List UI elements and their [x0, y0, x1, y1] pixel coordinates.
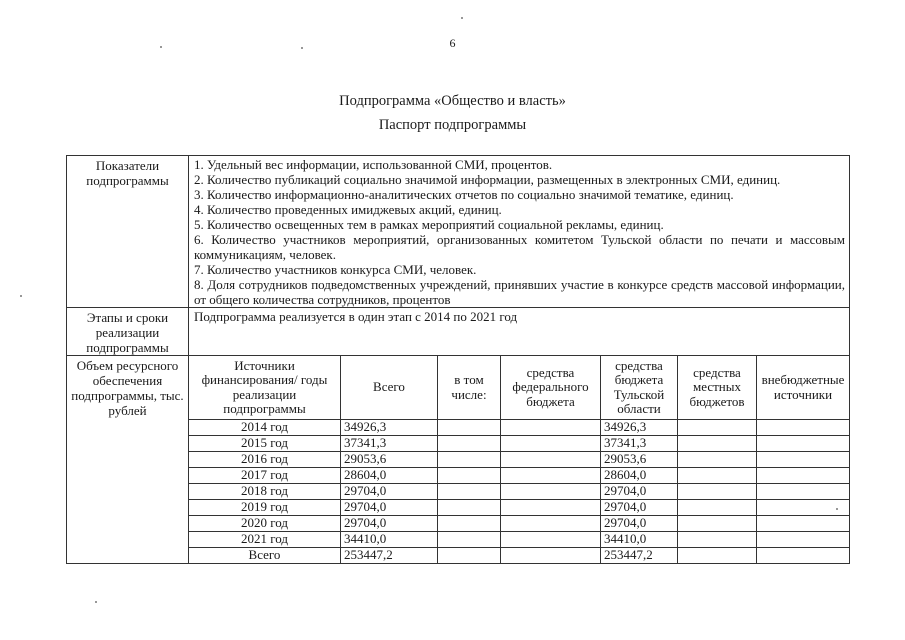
header-federal: средства федерального бюджета: [501, 356, 601, 420]
header-regional: средства бюджета Тульской области: [601, 356, 678, 420]
financing-table: [189, 356, 849, 563]
financing-federal: [501, 452, 601, 468]
financing-regional: 29704,0: [601, 500, 678, 516]
financing-regional: 34926,3: [601, 420, 678, 436]
financing-extra: [757, 532, 850, 548]
financing-year: 2018 год: [189, 484, 341, 500]
financing-total: 37341,3: [341, 436, 438, 452]
scan-speck: [95, 601, 97, 603]
financing-total: 29053,6: [341, 452, 438, 468]
financing-local: [678, 532, 757, 548]
indicator-item: 5. Количество освещенных тем в рамках мероприятий социальной рекламы, единиц.: [194, 217, 664, 232]
header-source: Источники финансирования/ годы реализации подпрограммы: [189, 356, 341, 420]
financing-row-4: [189, 468, 849, 484]
financing-extra: [757, 500, 850, 516]
financing-federal: [501, 516, 601, 532]
financing-extra: [757, 484, 850, 500]
financing-local: [678, 500, 757, 516]
financing-federal: [501, 548, 601, 564]
scan-speck: [301, 47, 303, 49]
financing-extra: [757, 420, 850, 436]
financing-regional: 28604,0: [601, 468, 678, 484]
financing-regional: 29704,0: [601, 516, 678, 532]
financing-container: [189, 356, 850, 564]
financing-regional: 29053,6: [601, 452, 678, 468]
financing-including: [438, 436, 501, 452]
financing-year: 2019 год: [189, 500, 341, 516]
financing-local: [678, 548, 757, 564]
financing-year: 2016 год: [189, 452, 341, 468]
scan-speck: [461, 17, 463, 19]
indicator-item: 4. Количество проведенных имиджевых акций, единиц.: [194, 202, 502, 217]
indicator-item: 8. Доля сотрудников подведомственных учреждений, принявших участие в конкурсе средств массовой информации, от общего количества сотрудников, процентов: [194, 277, 845, 307]
financing-row-1: [189, 420, 849, 436]
financing-total: 253447,2: [341, 548, 438, 564]
financing-including: [438, 420, 501, 436]
financing-including: [438, 484, 501, 500]
financing-local: [678, 468, 757, 484]
financing-row-7: [189, 516, 849, 532]
financing-year: 2017 год: [189, 468, 341, 484]
financing-including: [438, 532, 501, 548]
financing-extra: [757, 436, 850, 452]
financing-row-3: [189, 452, 849, 468]
financing-federal: [501, 532, 601, 548]
financing-row: [67, 356, 850, 564]
financing-federal: [501, 484, 601, 500]
financing-including: [438, 516, 501, 532]
financing-regional: 37341,3: [601, 436, 678, 452]
indicators-label: Показатели подпрограммы: [67, 156, 189, 308]
stages-text: Подпрограмма реализуется в один этап с 2014 по 2021 год: [189, 308, 850, 356]
financing-federal: [501, 436, 601, 452]
financing-year: 2021 год: [189, 532, 341, 548]
financing-total: 28604,0: [341, 468, 438, 484]
financing-local: [678, 452, 757, 468]
financing-federal: [501, 420, 601, 436]
scan-speck: [160, 46, 162, 48]
header-total: Всего: [341, 356, 438, 420]
indicator-item: 1. Удельный вес информации, использованной СМИ, процентов.: [194, 157, 553, 172]
indicators-list: [189, 156, 850, 308]
financing-year: 2020 год: [189, 516, 341, 532]
indicator-item: 3. Количество информационно-аналитических отчетов по социально значимой тематике, единиц.: [194, 187, 734, 202]
header-extra: внебюджетные источники: [757, 356, 850, 420]
financing-extra: [757, 452, 850, 468]
financing-extra: [757, 548, 850, 564]
financing-local: [678, 420, 757, 436]
financing-regional: 253447,2: [601, 548, 678, 564]
financing-row-9: [189, 548, 849, 564]
passport-table: [66, 155, 850, 564]
header-local: средства местных бюджетов: [678, 356, 757, 420]
scan-speck: [836, 508, 838, 510]
financing-year: Всего: [189, 548, 341, 564]
passport-title: Паспорт подпрограммы: [378, 117, 527, 133]
financing-row-6: [189, 500, 849, 516]
financing-total: 29704,0: [341, 484, 438, 500]
header-including: в том числе:: [438, 356, 501, 420]
financing-row-8: [189, 532, 849, 548]
stages-row: [67, 308, 850, 356]
financing-extra: [757, 516, 850, 532]
indicator-item: 7. Количество участников конкурса СМИ, человек.: [194, 262, 477, 277]
financing-total: 34410,0: [341, 532, 438, 548]
financing-total: 34926,3: [341, 420, 438, 436]
financing-including: [438, 468, 501, 484]
financing-local: [678, 436, 757, 452]
financing-including: [438, 548, 501, 564]
indicator-item: 2. Количество публикаций социально значимой информации, размещенных в электронных СМИ, единиц.: [194, 172, 781, 187]
financing-year: 2015 год: [189, 436, 341, 452]
financing-total: 29704,0: [341, 516, 438, 532]
indicators-row: [67, 156, 850, 308]
subprogram-title: Подпрограмма «Общество и власть»: [339, 93, 566, 109]
financing-regional: 34410,0: [601, 532, 678, 548]
page-number: 6: [449, 36, 456, 50]
financing-including: [438, 500, 501, 516]
financing-local: [678, 484, 757, 500]
financing-including: [438, 452, 501, 468]
financing-extra: [757, 468, 850, 484]
financing-header-row: [189, 356, 849, 420]
financing-regional: 29704,0: [601, 484, 678, 500]
financing-label: Объем ресурсного обеспечения подпрограммы, тыс. рублей: [67, 356, 189, 564]
financing-row-2: [189, 436, 849, 452]
financing-year: 2014 год: [189, 420, 341, 436]
indicator-item: 6. Количество участников мероприятий, организованных комитетом Тульской области по печати и массовым коммуникациям, человек.: [194, 232, 845, 262]
financing-local: [678, 516, 757, 532]
financing-total: 29704,0: [341, 500, 438, 516]
financing-row-5: [189, 484, 849, 500]
scan-speck: [20, 295, 22, 297]
stages-label: Этапы и сроки реализации подпрограммы: [67, 308, 189, 356]
financing-federal: [501, 500, 601, 516]
financing-federal: [501, 468, 601, 484]
